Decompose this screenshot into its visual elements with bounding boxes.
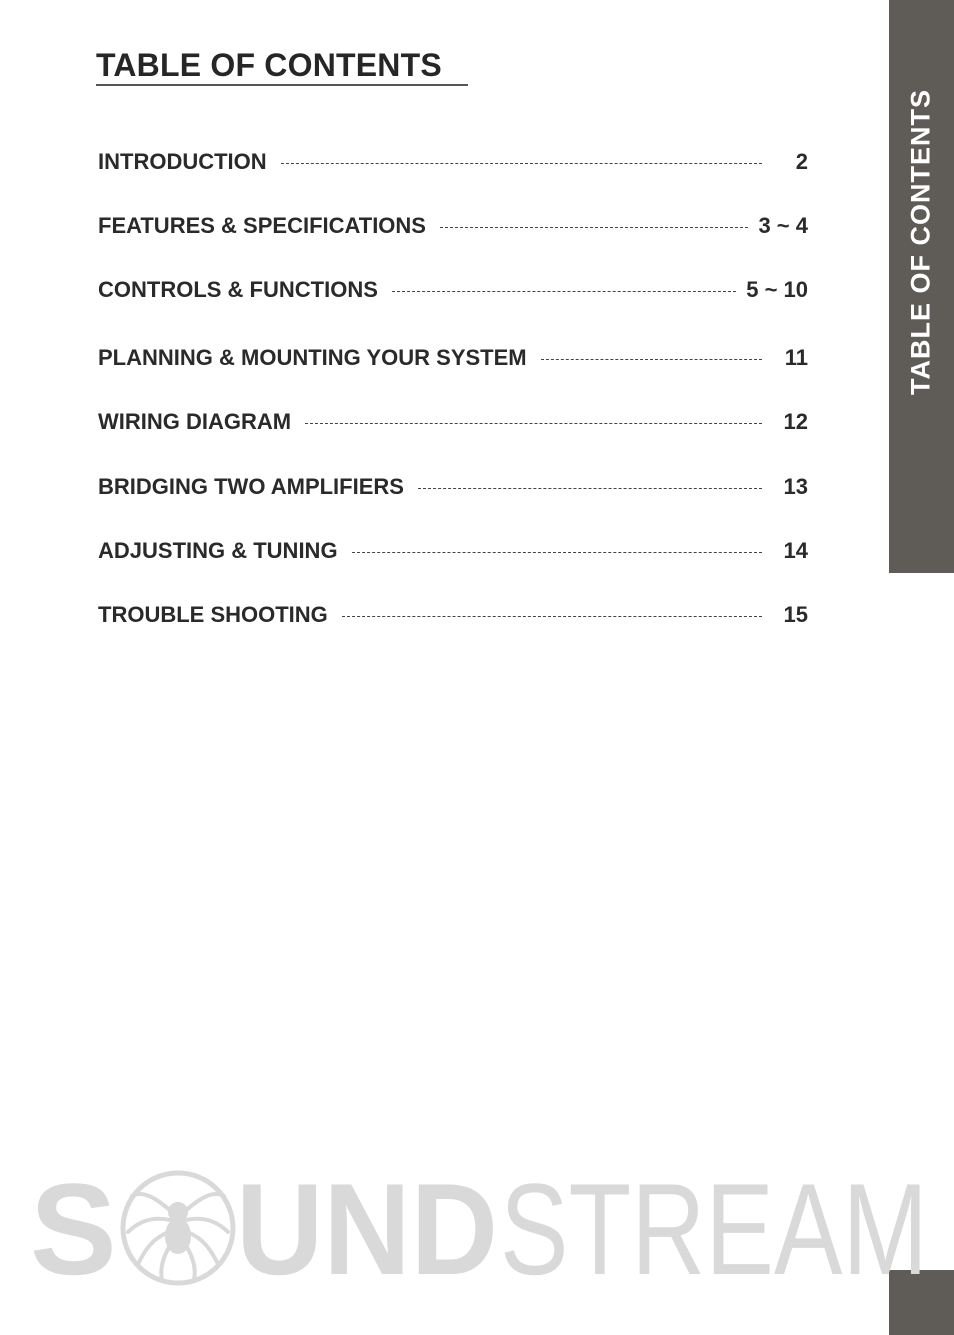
toc-entry-page: 13 [783, 474, 808, 499]
toc-entry-trouble-shooting[interactable] [98, 601, 808, 629]
toc-leader-dots [342, 616, 762, 617]
toc-entry-page: 11 [784, 345, 808, 370]
toc-entry-adjusting-tuning[interactable] [98, 537, 808, 565]
toc-leader-dots [352, 552, 762, 553]
toc-entry-title: BRIDGING TWO AMPLIFIERS [98, 474, 404, 499]
toc-leader-dots [541, 359, 762, 360]
toc-leader-dots [305, 423, 762, 424]
toc-entry-introduction[interactable] [98, 148, 808, 176]
page-title: TABLE OF CONTENTS [96, 46, 468, 86]
toc-entry-page: 2 [795, 149, 808, 174]
toc-entry-page: 12 [783, 409, 808, 434]
side-tab-label: TABLE OF CONTENTS [905, 89, 936, 395]
toc-entry-title: CONTROLS & FUNCTIONS [98, 277, 378, 302]
toc-entry-page: 15 [783, 602, 808, 627]
toc-leader-dots [440, 227, 748, 228]
svg-text:UND: UND [236, 1168, 498, 1288]
toc-entry-features-specifications[interactable] [98, 212, 808, 240]
toc-entry-title: PLANNING & MOUNTING YOUR SYSTEM [98, 345, 527, 370]
toc-entry-controls-functions[interactable] [98, 276, 808, 304]
toc-entry-page: 3 ~ 4 [758, 213, 808, 238]
spider-icon [123, 1173, 233, 1283]
toc-entry-title: FEATURES & SPECIFICATIONS [98, 213, 426, 238]
toc-leader-dots [392, 291, 736, 292]
toc-entry-title: TROUBLE SHOOTING [98, 602, 328, 627]
toc-leader-dots [418, 488, 762, 489]
toc-entry-page: 14 [783, 538, 808, 563]
toc-entry-title: INTRODUCTION [98, 149, 267, 174]
svg-text:STREAM: STREAM [500, 1168, 928, 1288]
toc-entry-bridging-amplifiers[interactable] [98, 473, 808, 501]
side-tab [889, 0, 954, 573]
toc-leader-dots [281, 163, 762, 164]
toc-entry-wiring-diagram[interactable] [98, 408, 808, 436]
soundstream-logo [30, 1168, 930, 1288]
toc-entry-title: WIRING DIAGRAM [98, 409, 292, 434]
svg-text:S: S [30, 1168, 117, 1288]
toc-entry-planning-mounting[interactable] [98, 344, 808, 372]
toc-entry-page: 5 ~ 10 [746, 277, 808, 302]
toc-entry-title: ADJUSTING & TUNING [98, 538, 338, 563]
